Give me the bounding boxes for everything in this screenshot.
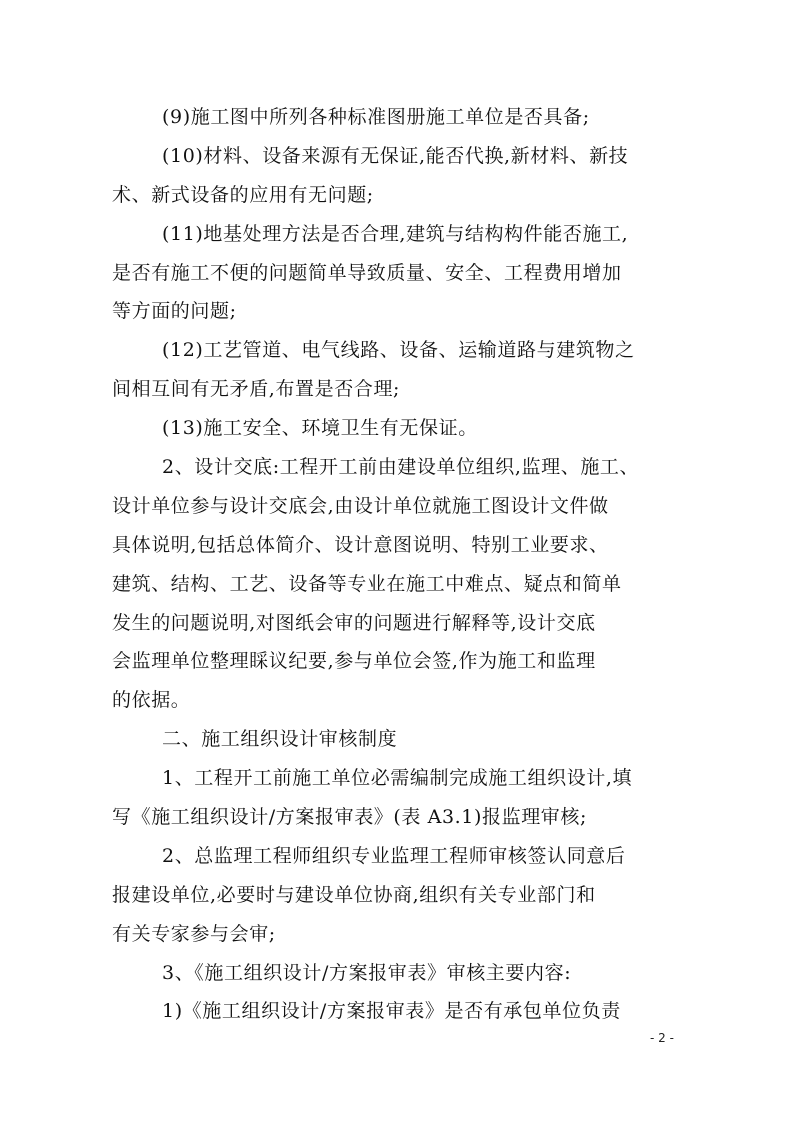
paragraph-line-design-disclosure-cont-3: 建筑、结构、工艺、设备等专业在施工中难点、疑点和简单 [112, 572, 622, 595]
section-heading: 二、施工组织设计审核制度 [162, 728, 398, 751]
paragraph-line-design-disclosure-cont-5: 会监理单位整理睬议纪要,参与单位会签,作为施工和监理 [112, 650, 596, 673]
paragraph-line-item-11: (11)地基处理方法是否合理,建筑与结构构件能否施工, [162, 222, 629, 245]
page-number: - 2 - [650, 1031, 674, 1045]
paragraph-line-item-13: (13)施工安全、环境卫生有无保证。 [162, 417, 478, 440]
paragraph-line-item-9: (9)施工图中所列各种标准图册施工单位是否具备; [162, 106, 590, 128]
paragraph-line-item-11-cont-1: 是否有施工不便的问题简单导致质量、安全、工程费用增加 [112, 261, 622, 284]
paragraph-line-review-item-2: 2、总监理工程师组织专业监理工程师审核签认同意后 [162, 844, 626, 867]
paragraph-line-design-disclosure-cont-2: 具体说明,包括总体简介、设计意图说明、特别工业要求、 [112, 533, 609, 556]
paragraph-line-item-10: (10)材料、设备来源有无保证,能否代换,新材料、新技 [162, 144, 629, 167]
paragraph-line-item-11-cont-2: 等方面的问题; [112, 300, 237, 323]
paragraph-line-design-disclosure-cont-1: 设计单位参与设计交底会,由设计单位就施工图设计文件做 [112, 494, 609, 517]
paragraph-line-design-disclosure-cont-4: 发生的问题说明,对图纸会审的问题进行解释等,设计交底 [112, 611, 596, 634]
paragraph-line-review-item-1: 1、工程开工前施工单位必需编制完成施工组织设计,填 [162, 767, 633, 790]
paragraph-line-review-subitem-1: 1)《施工组织设计/方案报审表》是否有承包单位负责 [162, 1000, 621, 1023]
document-body [112, 98, 692, 1031]
paragraph-line-review-item-3: 3、《施工组织设计/方案报审表》审核主要内容: [162, 961, 572, 984]
paragraph-line-review-item-2-cont-2: 有关专家参与会审; [112, 922, 276, 945]
paragraph-line-item-10-cont: 术、新式设备的应用有无问题; [112, 183, 374, 206]
paragraph-line-design-disclosure-cont-6: 的依据。 [112, 689, 191, 712]
paragraph-line-review-item-1-cont: 写《施工组织设计/方案报审表》(表 A3.1)报监理审核; [112, 806, 588, 829]
paragraph-line-design-disclosure: 2、设计交底:工程开工前由建设单位组织,监理、施工、 [162, 456, 640, 479]
paragraph-line-review-item-2-cont-1: 报建设单位,必要时与建设单位协商,组织有关专业部门和 [112, 883, 596, 906]
paragraph-line-item-12: (12)工艺管道、电气线路、设备、运输道路与建筑物之 [162, 339, 635, 362]
paragraph-line-item-12-cont: 间相互间有无矛盾,布置是否合理; [112, 378, 401, 401]
